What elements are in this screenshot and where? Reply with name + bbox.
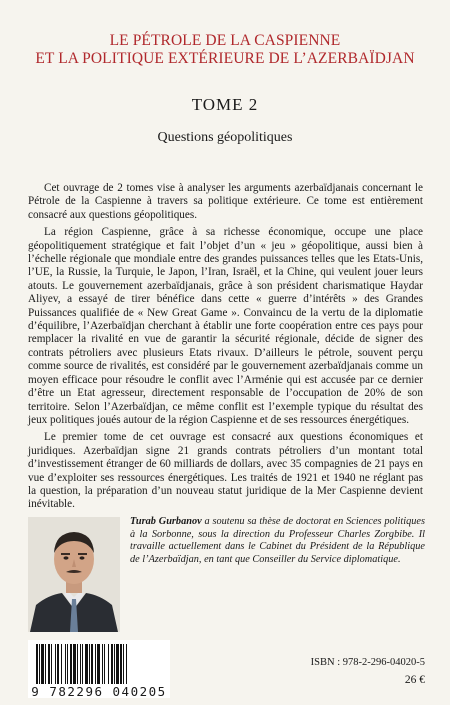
paragraph-2: La région Caspienne, grâce à sa richesse économique, occupe une place géopolitiquement stratégique et fait l’objet d’un « jeu » géopolitique, aussi bien à l’échelle régionale que mondiale entre des grandes puissances telles que les Etats-Unis, l’UE, la Russie, la Turquie, le Japon, l’Iran, Israël, et la Chine, qui veulent jouer leurs atouts. Le gouvernement azerbaïdjanais, grâce à son président charismatique Haydar Aliyev, a essayé de tirer bénéfice dans cette « guerre d’intérêts » des Grandes Puissances qualifiée de « New Great Game ». Convaincu de la vertu de la diplomatie d’équilibre, l’Azerbaïdjan cherchant à établir une forte coopération entre ces pays pour remplacer la rivalité en vue de garantir la sécurité régionale, décide de signer des contrats pétroliers avec plusieurs Etats rivaux. D’ailleurs le pétrole, souvent perçu comme source de rivalités, est considéré par le gouvernement azerbaïdjanais comme un moyen efficace pour résoudre le conflit avec l’Arménie qui est accusée par ce dernier d’être un Etat agresseur, directement responsable de l’occupation de 20% de son territoire. Selon l’Azerbaïdjan, ce même conflit est l’exemple typique du résultat des jeux politiques joués autour de la région Caspienne et de ses ressources énergétiques. bbox=[28, 226, 423, 426]
barcode-bar bbox=[95, 644, 96, 684]
barcode-bar bbox=[36, 644, 38, 684]
barcode-bar bbox=[97, 644, 100, 684]
barcode-bar bbox=[45, 644, 46, 684]
barcode-bar bbox=[73, 644, 76, 684]
barcode-bar bbox=[61, 644, 62, 684]
author-photo bbox=[28, 517, 120, 632]
barcode bbox=[28, 640, 170, 698]
description-text bbox=[28, 182, 423, 516]
barcode-bar bbox=[116, 644, 119, 684]
author-name: Turab Gurbanov bbox=[130, 516, 202, 527]
author-bio bbox=[130, 516, 425, 566]
barcode-digits: 9 782296 040205 bbox=[31, 684, 167, 699]
barcode-bar bbox=[70, 644, 72, 684]
author-bio-text: a soutenu sa thèse de doctorat en Sciences politiques à la Sorbonne, sous la direction du Professeur Charles Zorgbibe. Il travaille actuellement dans le Cabinet du Président de la République de l’Azerbaïdjan, en tant que Conseiller du Service diplomatique. bbox=[130, 516, 425, 565]
tome-label: TOME 2 bbox=[191, 95, 259, 114]
barcode-bar bbox=[55, 644, 56, 684]
barcode-bar bbox=[57, 644, 59, 684]
barcode-bar bbox=[65, 644, 66, 684]
barcode-bar bbox=[102, 644, 103, 684]
barcode-bar bbox=[91, 644, 93, 684]
title-line-1: LE PÉTROLE DE LA CASPIENNE bbox=[109, 32, 341, 49]
subtitle: Questions géopolitiques bbox=[157, 130, 293, 145]
author-portrait-image bbox=[28, 517, 120, 632]
barcode-bar bbox=[82, 644, 83, 684]
barcode-bar bbox=[39, 644, 40, 684]
barcode-bar bbox=[114, 644, 115, 684]
barcode-bar bbox=[77, 644, 78, 684]
paragraph-1: Cet ouvrage de 2 tomes vise à analyser les arguments azerbaïdjanais concernant le Pétrole de la Caspienne à travers sa politique extérieure. Ce tome est entièrement consacré aux questions géopolitiques. bbox=[28, 182, 423, 221]
barcode-bar bbox=[41, 644, 44, 684]
title-line-2: ET LA POLITIQUE EXTÉRIEURE DE L’AZERBAÏDJAN bbox=[35, 50, 415, 67]
barcode-bar bbox=[51, 644, 52, 684]
barcode-bar bbox=[120, 644, 122, 684]
barcode-bar bbox=[123, 644, 124, 684]
barcode-bar bbox=[126, 644, 127, 684]
book-title bbox=[20, 32, 430, 68]
paragraph-3: Le premier tome de cet ouvrage est consacré aux questions économiques et juridiques. Azerbaïdjan signe 21 grands contrats pétroliers d’un montant total d’investissement étranger de 60 milliards de dollars, avec 35 compagnies de 21 pays en vue d’exploiter ses ressources énergétiques. Les traités de 1921 et 1940 ne réglant pas la question, la préparation d’un nouveau statut juridique de la Mer Caspienne devient inévitable. bbox=[28, 431, 423, 511]
barcode-bar bbox=[111, 644, 113, 684]
barcode-bar bbox=[80, 644, 81, 684]
barcode-bar bbox=[48, 644, 50, 684]
barcode-bar bbox=[108, 644, 109, 684]
barcode-bars bbox=[36, 644, 164, 684]
barcode-bar bbox=[67, 644, 68, 684]
isbn: ISBN : 978-2-296-04020-5 bbox=[310, 657, 425, 668]
barcode-bar bbox=[104, 644, 105, 684]
barcode-bar bbox=[85, 644, 88, 684]
barcode-bar bbox=[89, 644, 90, 684]
price: 26 € bbox=[404, 674, 425, 686]
